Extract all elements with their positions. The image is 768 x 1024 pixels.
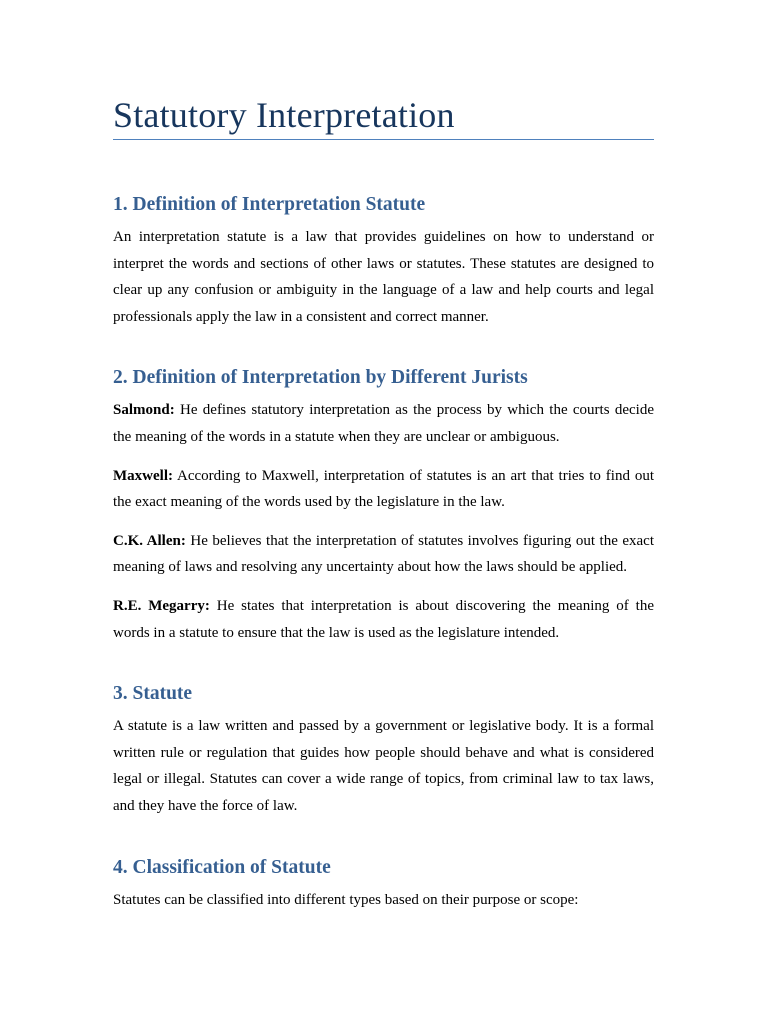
section-heading-definition-of-interpretation-statute: 1. Definition of Interpretation Statute [113, 194, 426, 215]
section-3-paragraph: A statute is a law written and passed by a government or legislative body. It is a formal written rule or regulation that guides how people should behave and what is considered legal or illegal. Statutes can cover a wide range of topics, from criminal law to tax laws, and they have the force of law. [113, 718, 654, 814]
jurist-re-megarry [113, 593, 654, 646]
title-underline [113, 139, 654, 140]
section-heading-classification-of-statute: 4. Classification of Statute [113, 856, 331, 878]
document-title: Statutory Interpretation [113, 95, 455, 135]
section-heading-statute: 3. Statute [113, 683, 193, 705]
section-4-paragraph: Statutes can be classified into different types based on their purpose or scope: [113, 891, 579, 908]
jurist-name: Maxwell: [113, 467, 173, 484]
jurist-definition: According to Maxwell, interpretation of statutes is an art that tries to find out the exact meaning of the words used by the legislature in the law. [113, 467, 654, 511]
jurist-name: C.K. Allen: [113, 532, 186, 549]
jurist-name: Salmond: [113, 402, 175, 419]
jurist-name: R.E. Megarry: [113, 597, 210, 614]
jurist-definition: He states that interpretation is about discovering the meaning of the words in a statute to ensure that the law is used as the legislature intended. [113, 597, 655, 641]
jurist-ck-allen [113, 528, 654, 581]
section-1-paragraph: An interpretation statute is a law that provides guidelines on how to understand or interpret the words and sections of other laws or statutes. These statutes are designed to clear up any confusion or ambiguity in the language of a law and help courts and legal professionals apply the law in a consistent and correct manner. [113, 229, 654, 325]
section-heading-definition-by-jurists: 2. Definition of Interpretation by Different Jurists [113, 367, 528, 389]
jurist-salmond [113, 397, 654, 450]
jurist-definition: He defines statutory interpretation as the process by which the courts decide the meaning of the words in a statute when they are unclear or ambiguous. [113, 402, 654, 445]
jurist-definition: He believes that the interpretation of statutes involves figuring out the exact meaning of laws and resolving any uncertainty about how the laws should be applied. [113, 532, 655, 576]
jurist-maxwell [113, 463, 654, 516]
